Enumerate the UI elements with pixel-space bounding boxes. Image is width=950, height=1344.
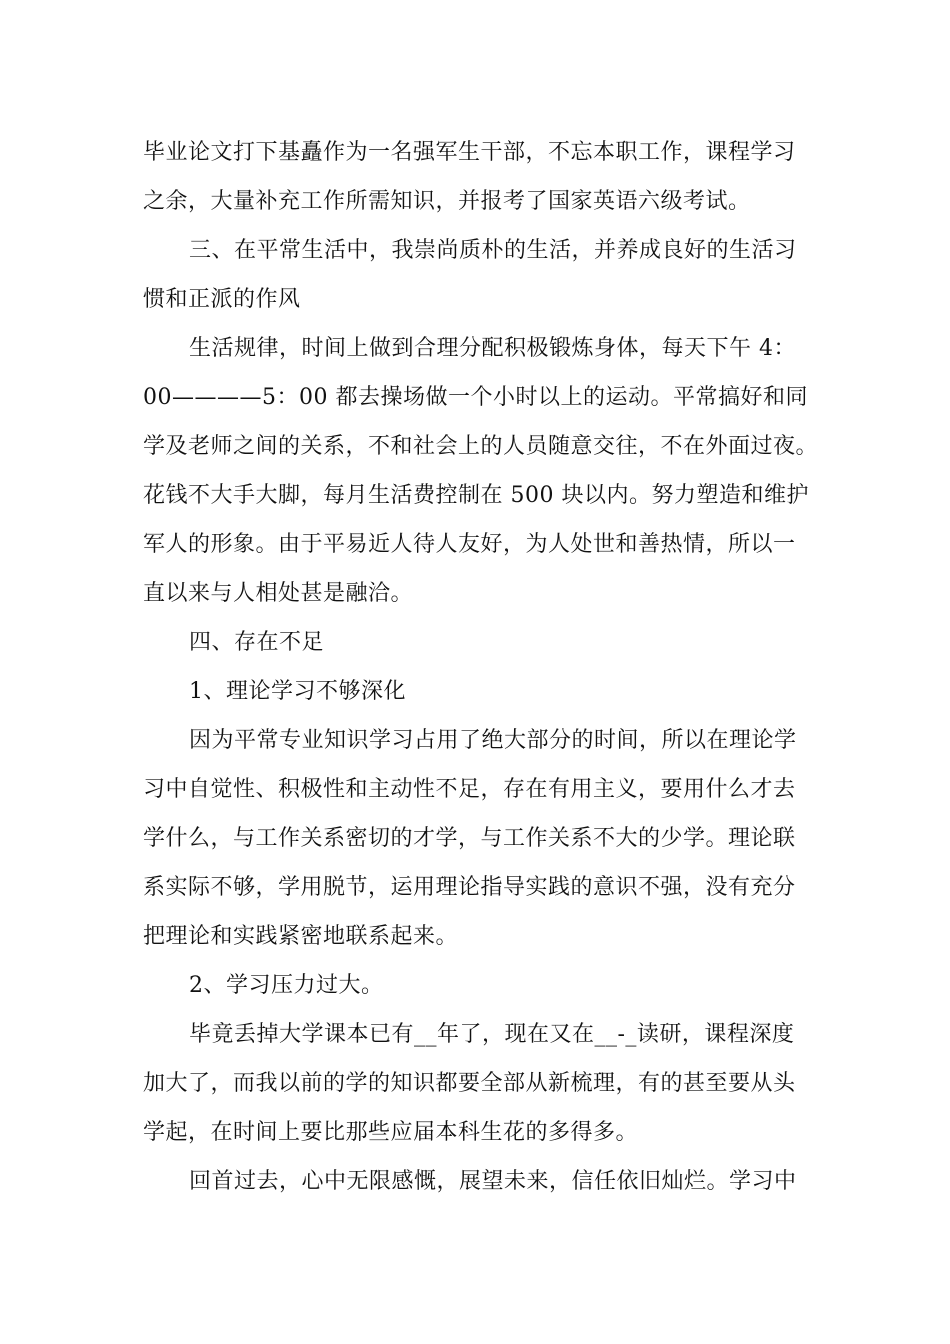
- text-line: 花钱不大手大脚，每月生活费控制在 500 块以内。努力塑造和维护: [143, 483, 809, 508]
- subsection-heading: 1、理论学习不够深化: [189, 679, 406, 704]
- document-body: [143, 128, 819, 1206]
- text-line: 之余，大量补充工作所需知识，并报考了国家英语六级考试。: [143, 189, 751, 214]
- text-line: 直以来与人相处甚是融洽。: [143, 581, 414, 606]
- text-line: 系实际不够，学用脱节，运用理论指导实践的意识不强，没有充分: [143, 875, 796, 900]
- subsection-heading: 2、学习压力过大。: [189, 973, 384, 998]
- text-line: 生活规律，时间上做到合理分配积极锻炼身体，每天下午 4：: [189, 336, 796, 361]
- text-line: 学什么，与工作关系密切的才学，与工作关系不大的少学。理论联: [143, 826, 796, 851]
- text-line: 惯和正派的作风: [143, 287, 301, 312]
- text-line: 习中自觉性、积极性和主动性不足，存在有用主义，要用什么才去: [143, 777, 796, 802]
- text-line: 军人的形象。由于平易近人待人友好，为人处世和善热情，所以一: [143, 532, 796, 557]
- text-line: 回首过去，心中无限感慨，展望未来，信任依旧灿烂。学习中: [189, 1169, 797, 1194]
- text-line: 学及老师之间的关系，不和社会上的人员随意交往，不在外面过夜。: [143, 434, 819, 459]
- text-line: 毕业论文打下基矗作为一名强军生干部，不忘本职工作，课程学习: [143, 140, 796, 165]
- text-line: 因为平常专业知识学习占用了绝大部分的时间，所以在理论学: [189, 728, 797, 753]
- text-line: 00————5：00 都去操场做一个小时以上的运动。平常搞好和同: [143, 385, 808, 410]
- text-line: 毕竟丢掉大学课本已有__年了，现在又在__-_读研，课程深度: [189, 1022, 795, 1047]
- section-heading: 四、存在不足: [189, 630, 325, 655]
- text-line: 三、在平常生活中，我崇尚质朴的生活，并养成良好的生活习: [189, 238, 797, 263]
- text-line: 加大了，而我以前的学的知识都要全部从新梳理，有的甚至要从头: [143, 1071, 796, 1096]
- text-line: 学起，在时间上要比那些应届本科生花的多得多。: [143, 1120, 639, 1145]
- text-line: 把理论和实践紧密地联系起来。: [143, 924, 459, 949]
